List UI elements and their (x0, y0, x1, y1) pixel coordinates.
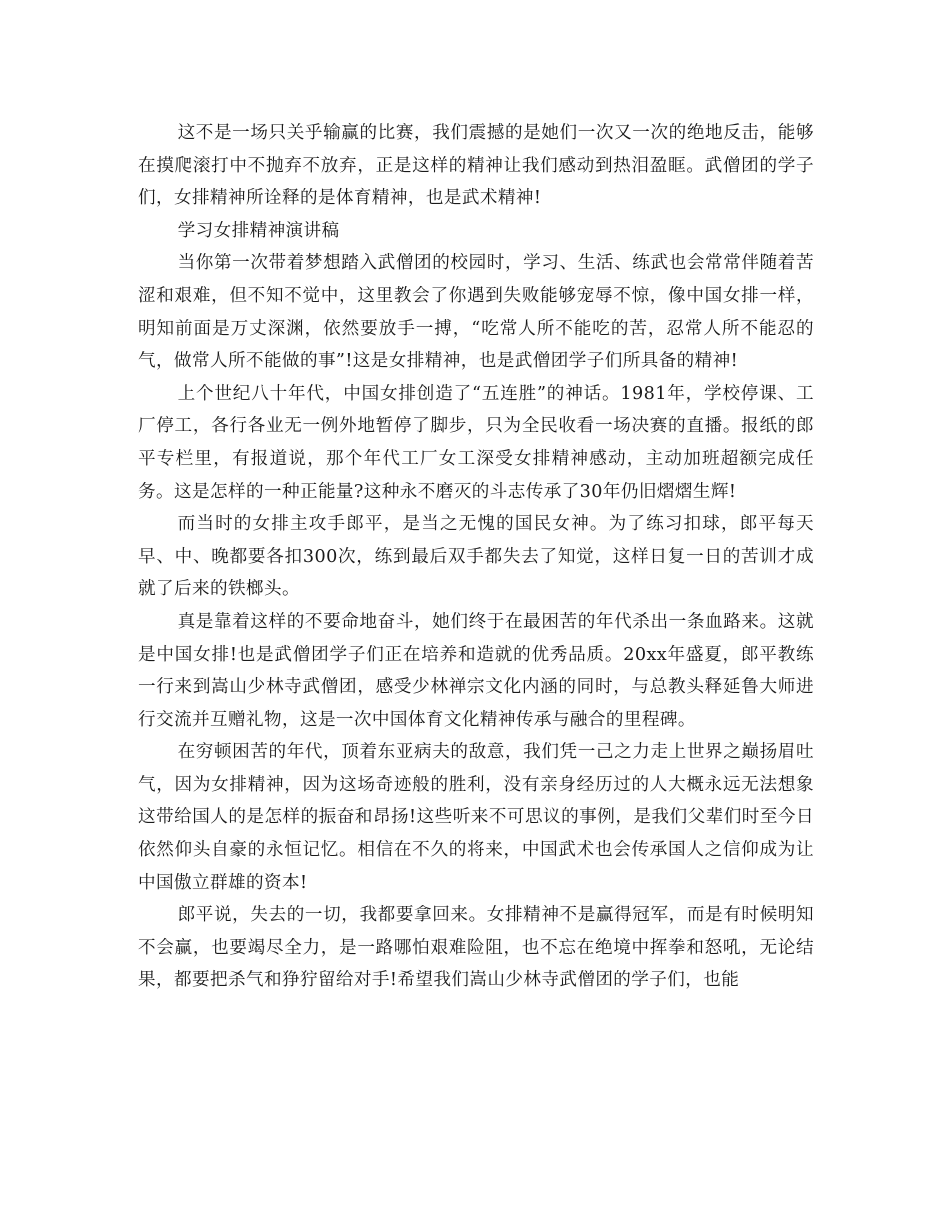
paragraph-first-entry: 当你第一次带着梦想踏入武僧团的校园时，学习、生活、练武也会常常伴随着苦涩和艰难，但不知不觉中，这里教会了你遇到失败能够宠辱不惊，像中国女排一样，明知前面是万丈深渊，依然要放手一搏，“吃常人所不能吃的苦，忍常人所不能忍的气，做常人所不能做的事”!这是女排精神，也是武僧团学子们所具备的精神! (138, 253, 814, 372)
paragraph-lang-ping-training: 而当时的女排主攻手郎平，是当之无愧的国民女神。为了练习扣球，郎平每天早、中、晚都要各扣300次，练到最后双手都失去了知觉，这样日复一日的苦训才成就了后来的铁榔头。 (138, 514, 814, 600)
paragraph-struggle: 真是靠着这样的不要命地奋斗，她们终于在最困苦的年代杀出一条血路来。这就是中国女排!也是武僧团学子们正在培养和造就的优秀品质。20xx年盛夏，郎平教练一行来到嵩山少林寺武僧团，感受少林禅宗文化内涵的同时，与总教头释延鲁大师进行交流并互赠礼物，这是一次中国体育文化精神传承与融合的里程碑。 (138, 611, 814, 730)
paragraph-hard-times: 在穷顿困苦的年代，顶着东亚病夫的敌意，我们凭一己之力走上世界之巅扬眉吐气，因为女排精神，因为这场奇迹般的胜利，没有亲身经历过的人大概永远无法想象这带给国人的是怎样的振奋和昂扬!这些听来不可思议的事例，是我们父辈们时至今日依然仰头自豪的永恒记忆。相信在不久的将来，中国武术也会传承国人之信仰成为让中国傲立群雄的资本! (138, 742, 814, 893)
paragraph-intro-continuation: 这不是一场只关乎输赢的比赛，我们震撼的是她们一次又一次的绝地反击，能够在摸爬滚打中不抛弃不放弃，正是这样的精神让我们感动到热泪盈眶。武僧团的学子们，女排精神所诠释的是体育精神，也是武术精神! (138, 123, 814, 209)
document-page (138, 117, 814, 997)
paragraph-closing: 郎平说，失去的一切，我都要拿回来。女排精神不是赢得冠军，而是有时候明知不会赢，也要竭尽全力，是一路哪怕艰难险阻，也不忘在绝境中挥拳和怒吼，无论结果，都要把杀气和狰狞留给对手!希望我们嵩山少林寺武僧团的学子们，也能 (138, 905, 814, 991)
section-heading: 学习女排精神演讲稿 (177, 220, 340, 241)
paragraph-eighties: 上个世纪八十年代，中国女排创造了“五连胜”的神话。1981年，学校停课、工厂停工，各行各业无一例外地暂停了脚步，只为全民收看一场决赛的直播。报纸的郎平专栏里，有报道说，那个年代工厂女工深受女排精神感动，主动加班超额完成任务。这是怎样的一种正能量?这种永不磨灭的斗志传承了30年仍旧熠熠生辉! (138, 383, 814, 502)
